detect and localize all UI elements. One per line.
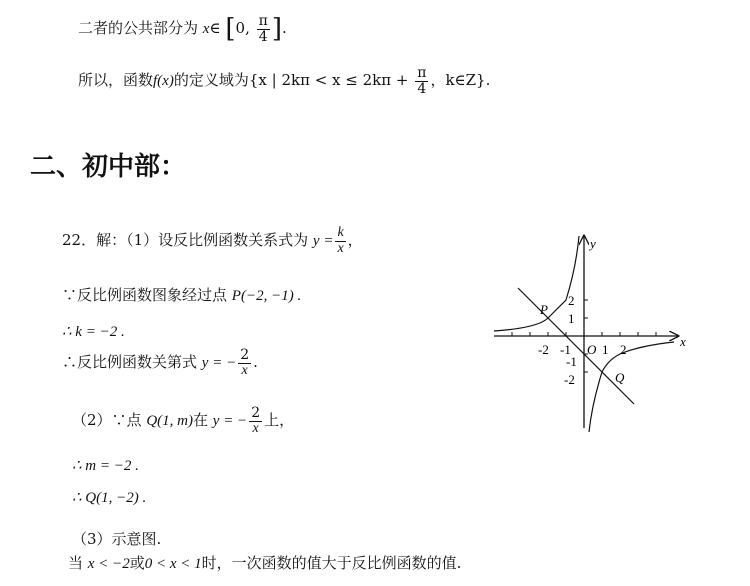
step-5-end: 上， [264,411,295,430]
domain-set: {x | 2kπ < x ≤ 2kπ + [248,71,409,90]
step-9-text: 当 [68,554,84,572]
linear-function-line [518,288,634,404]
point-q-coords: Q(1, m) [146,413,193,430]
solution-line-6: ∴ m = −2 . [72,458,139,474]
step-5-eq: y = − [212,413,248,430]
frac-den: 4 [258,28,268,45]
hyperbola-branch-left [494,236,579,331]
neg-2-over-x [238,348,251,378]
step-9-or: 或 [129,554,145,572]
bracket-right: ] [271,14,282,45]
tick-label-x-neg1: -1 [560,342,571,357]
solution-line-9 [68,552,461,573]
tick-label-x-2: 2 [620,342,627,357]
solution-line-4 [62,348,258,378]
pi-over-4 [257,14,270,44]
frac-num: π [417,65,427,81]
prev-line-1-in: ∈ [209,19,221,38]
frac-den: x [252,420,259,436]
prev-line-2-text: 所以，函数 [78,71,154,90]
tick-label-y-1: 1 [568,311,575,326]
section-heading: 二、初中部： [30,152,187,182]
domain-set-tail: ，k∈Z}. [430,71,491,90]
frac-num: 2 [251,405,261,421]
solution-line-2 [62,284,301,305]
condition-1: x < −2 [87,556,130,572]
frac-den: 4 [417,80,427,97]
tick-label-y-neg1: -1 [566,354,577,369]
bracket-left: [ [225,14,236,45]
step-2-text: ∵反比例函数图象经过点 [62,286,228,304]
tick-label-y-neg2: -2 [564,372,575,387]
step-1-eq: y = [312,233,334,250]
interval-start: 0 [235,19,246,38]
prev-line-1 [78,14,287,44]
function-graph [488,228,698,438]
step-9-tail: 时，一次函数的值大于反比例函数的值. [201,554,462,572]
frac-den: x [241,362,248,378]
solution-line-5 [72,406,294,436]
frac-num: π [258,13,268,29]
tick-label-x-neg2: -2 [538,342,549,357]
step-4-text: ∴反比例函数关第式 [62,353,198,372]
step-4-eq: y = − [201,355,237,372]
step-1-text: 22．解：（1）设反比例函数关系式为 [62,231,309,250]
function-fx: f(x) [153,73,174,90]
step-5-text: （2）∵点 [72,411,142,430]
condition-2: 0 < x < 1 [144,556,202,572]
step-5-mid: 在 [192,411,208,430]
step-1-end: ， [347,231,363,250]
pi-over-4-2 [415,66,428,96]
frac-num: 2 [240,347,250,363]
prev-line-2-mid: 的定义域为 [173,71,249,90]
point-p-coords: P(−2, −1) . [231,288,302,304]
prev-line-1-var: x [202,21,210,38]
frac-den: x [337,240,344,256]
prev-line-1-text: 二者的公共部分为 [78,19,199,38]
tick-label-y-2: 2 [568,293,575,308]
solution-line-3: ∴ k = −2 . [62,324,125,340]
point-p-label: P [540,302,548,317]
prev-line-2 [78,66,490,96]
step-4-end: . [253,353,258,372]
interval-sep: , [245,19,250,38]
x-axis-label: x [680,334,686,349]
frac-num: k [337,225,344,240]
prev-line-1-end: . [281,19,287,38]
solution-line-1 [62,226,363,256]
y-axis-label: y [590,236,596,251]
k-over-x [335,226,345,256]
point-q-label: Q [615,370,625,385]
solution-line-7: ∴ Q(1, −2) . [72,490,147,506]
solution-line-8: （3）示意图. [72,530,162,548]
tick-label-x-1: 1 [602,342,609,357]
origin-label: O [587,342,597,357]
neg-2-over-x-2 [249,406,262,436]
